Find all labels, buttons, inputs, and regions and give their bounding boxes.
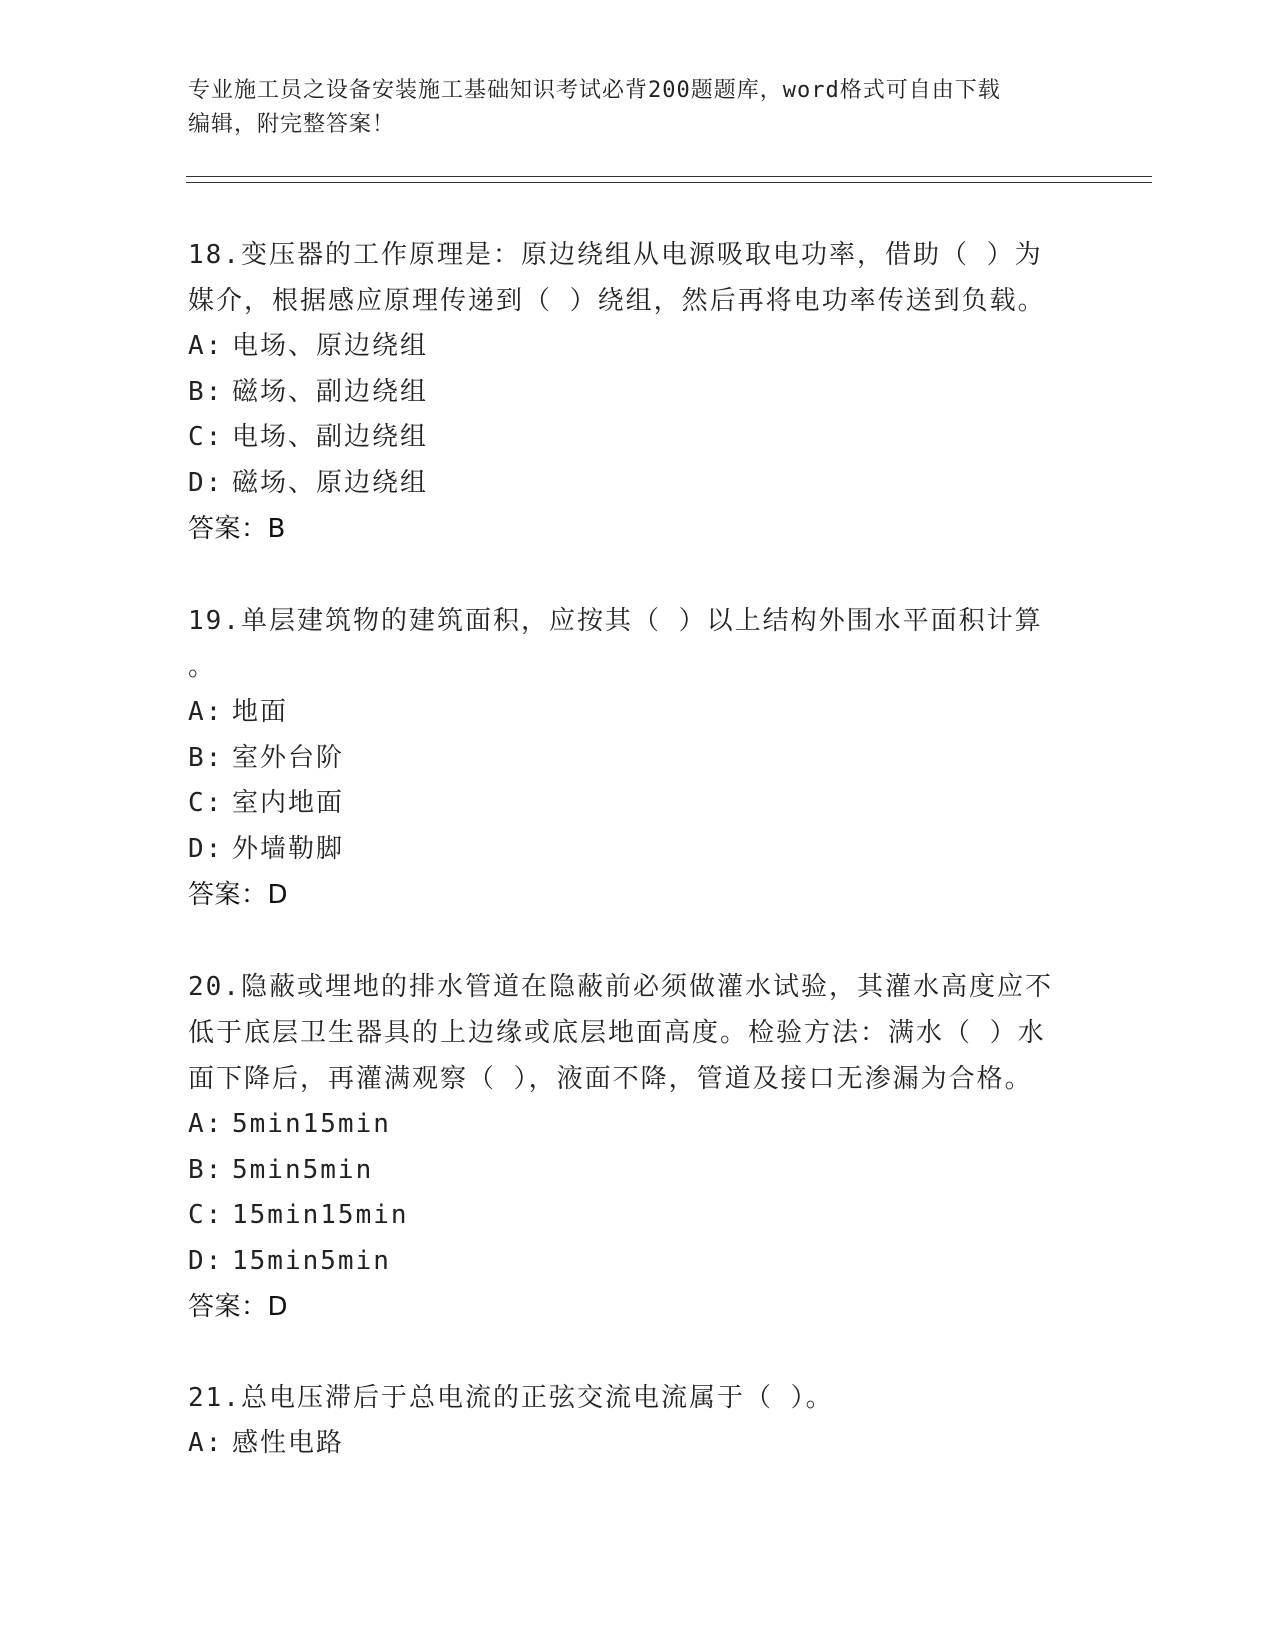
option-label: A: <box>188 1428 224 1458</box>
question-stem-line: 18.变压器的工作原理是：原边绕组从电源吸取电功率，借助（ ）为 <box>188 240 1043 270</box>
option-d <box>188 827 1088 873</box>
option-c <box>188 781 1088 827</box>
option-text: 磁场、副边绕组 <box>232 376 429 407</box>
question-18 <box>188 232 1088 552</box>
answer-line: 答案：D <box>188 1292 289 1322</box>
question-20 <box>188 964 1088 1330</box>
option-label: C: <box>188 1200 224 1230</box>
option-text: 电场、原边绕组 <box>232 331 429 361</box>
question-stem-line: 21.总电压滞后于总电流的正弦交流电流属于（ ）。 <box>188 1383 834 1413</box>
option-text: 15min5min <box>232 1245 391 1276</box>
document-header <box>188 74 1088 142</box>
option-label: B: <box>188 1154 224 1185</box>
option-text: 15min15min <box>232 1200 409 1230</box>
option-text: 5min5min <box>232 1154 374 1185</box>
option-label: D: <box>188 467 224 498</box>
question-stem-line: 。 <box>188 652 217 682</box>
option-label: D: <box>188 833 224 864</box>
option-label: C: <box>188 422 224 452</box>
option-text: 磁场、原边绕组 <box>232 467 429 498</box>
option-text: 5min15min <box>232 1109 391 1139</box>
option-b <box>188 1148 1088 1194</box>
option-text: 地面 <box>232 697 289 727</box>
option-text: 室外台阶 <box>232 742 345 773</box>
option-a <box>188 1421 1088 1467</box>
option-label: C: <box>188 788 224 818</box>
question-stem-line: 20.隐蔽或埋地的排水管道在隐蔽前必须做灌水试验，其灌水高度应不 <box>188 972 1053 1002</box>
header-divider-bottom <box>186 182 1152 183</box>
option-label: A: <box>188 697 224 727</box>
option-label: A: <box>188 1109 224 1139</box>
option-label: A: <box>188 331 224 361</box>
option-text: 室内地面 <box>232 788 345 818</box>
option-text: 电场、副边绕组 <box>232 422 429 452</box>
question-21 <box>188 1375 1088 1467</box>
question-stem-line: 媒介，根据感应原理传递到（ ）绕组，然后再将电功率传送到负载。 <box>188 286 1046 316</box>
option-text: 感性电路 <box>232 1428 345 1458</box>
option-d <box>188 1239 1088 1285</box>
question-stem-line: 19.单层建筑物的建筑面积，应按其（ ）以上结构外围水平面积计算 <box>188 606 1043 636</box>
header-title-line-1: 专业施工员之设备安装施工基础知识考试必背200题题库，word格式可自由下载 <box>188 78 1001 103</box>
option-text: 外墙勒脚 <box>232 833 345 864</box>
option-d <box>188 461 1088 507</box>
question-stem-line: 低于底层卫生器具的上边缘或底层地面高度。检验方法：满水（ ）水 <box>188 1018 1046 1048</box>
option-label: B: <box>188 742 224 773</box>
option-a <box>188 690 1088 736</box>
question-stem-line: 面下降后，再灌满观察（ ），液面不降，管道及接口无渗漏为合格。 <box>188 1064 1033 1094</box>
question-19 <box>188 598 1088 918</box>
option-c <box>188 1193 1088 1239</box>
option-a <box>188 324 1088 370</box>
option-a <box>188 1102 1088 1148</box>
header-title-line-2: 编辑，附完整答案！ <box>188 112 396 137</box>
answer-line: 答案：B <box>188 514 286 544</box>
header-divider-top <box>186 176 1152 177</box>
option-label: B: <box>188 376 224 407</box>
option-b <box>188 736 1088 782</box>
answer-line: 答案：D <box>188 880 289 910</box>
option-label: D: <box>188 1245 224 1276</box>
option-c <box>188 415 1088 461</box>
option-b <box>188 370 1088 416</box>
